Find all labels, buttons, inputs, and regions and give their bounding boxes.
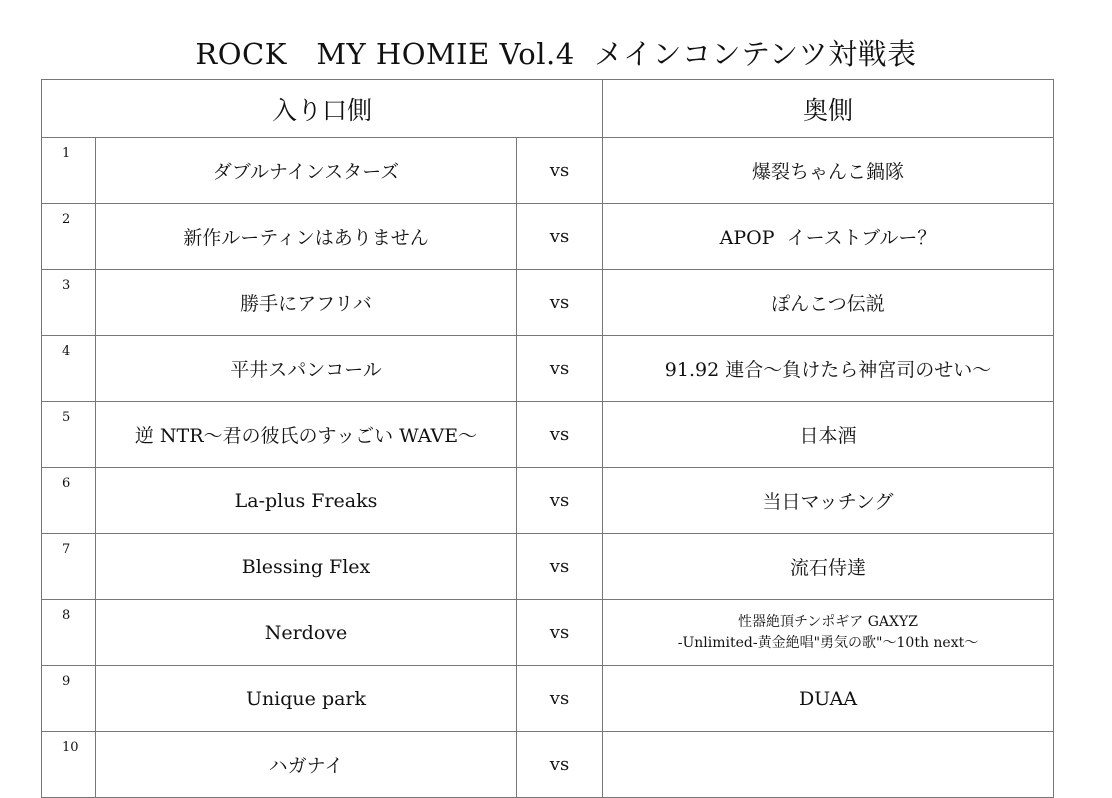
right-team-line-2: -Unlimited-黄金絶唱"勇気の歌"〜10th next〜 <box>677 634 979 651</box>
right-team: 流石侍達 <box>603 534 1054 600</box>
table-row <box>42 204 1054 270</box>
left-team: 勝手にアフリバ <box>96 270 517 336</box>
table-row <box>42 468 1054 534</box>
match-number: 2 <box>42 204 96 270</box>
vs-label: vs <box>517 402 603 468</box>
table-row <box>42 534 1054 600</box>
table-row <box>42 402 1054 468</box>
table-row <box>42 270 1054 336</box>
left-team: 平井スパンコール <box>96 336 517 402</box>
match-number: 3 <box>42 270 96 336</box>
page-title: ROCK MY HOMIE Vol.4 メインコンテンツ対戦表 <box>195 37 917 71</box>
match-number: 7 <box>42 534 96 600</box>
right-team: 日本酒 <box>603 402 1054 468</box>
right-team: 爆裂ちゃんこ鍋隊 <box>603 138 1054 204</box>
right-team: ぽんこつ伝説 <box>603 270 1054 336</box>
left-team: 逆 NTR〜君の彼氏のすッごい WAVE〜 <box>96 402 517 468</box>
vs-label: vs <box>517 534 603 600</box>
table-row <box>42 666 1054 732</box>
left-team: Nerdove <box>96 600 517 666</box>
vs-label: vs <box>517 666 603 732</box>
right-team: DUAA <box>603 666 1054 732</box>
right-team: 当日マッチング <box>603 468 1054 534</box>
vs-label: vs <box>517 600 603 666</box>
match-table <box>41 79 1054 798</box>
right-team: APOP イーストブルー？ <box>603 204 1054 270</box>
table-header-row <box>42 80 1054 138</box>
match-number: 1 <box>42 138 96 204</box>
match-number: 8 <box>42 600 96 666</box>
match-number: 10 <box>42 732 96 798</box>
table-row <box>42 600 1054 666</box>
right-team-line-1: 性器絶頂チンポギア GAXYZ <box>738 613 918 630</box>
vs-label: vs <box>517 204 603 270</box>
left-team: 新作ルーティンはありません <box>96 204 517 270</box>
table-row <box>42 138 1054 204</box>
vs-label: vs <box>517 270 603 336</box>
match-number: 6 <box>42 468 96 534</box>
left-team: ダブルナインスターズ <box>96 138 517 204</box>
match-number: 5 <box>42 402 96 468</box>
right-team: 91.92 連合〜負けたら神宮司のせい〜 <box>603 336 1054 402</box>
right-team <box>603 732 1054 798</box>
vs-label: vs <box>517 336 603 402</box>
left-team: ハガナイ <box>96 732 517 798</box>
vs-label: vs <box>517 732 603 798</box>
table-row <box>42 336 1054 402</box>
vs-label: vs <box>517 138 603 204</box>
header-entrance-side: 入り口側 <box>42 80 603 138</box>
left-team: Unique park <box>96 666 517 732</box>
match-number: 4 <box>42 336 96 402</box>
left-team: Blessing Flex <box>96 534 517 600</box>
header-back-side: 奥側 <box>603 80 1054 138</box>
right-team <box>603 600 1054 666</box>
table-row <box>42 732 1054 798</box>
left-team: La-plus Freaks <box>96 468 517 534</box>
vs-label: vs <box>517 468 603 534</box>
match-number: 9 <box>42 666 96 732</box>
